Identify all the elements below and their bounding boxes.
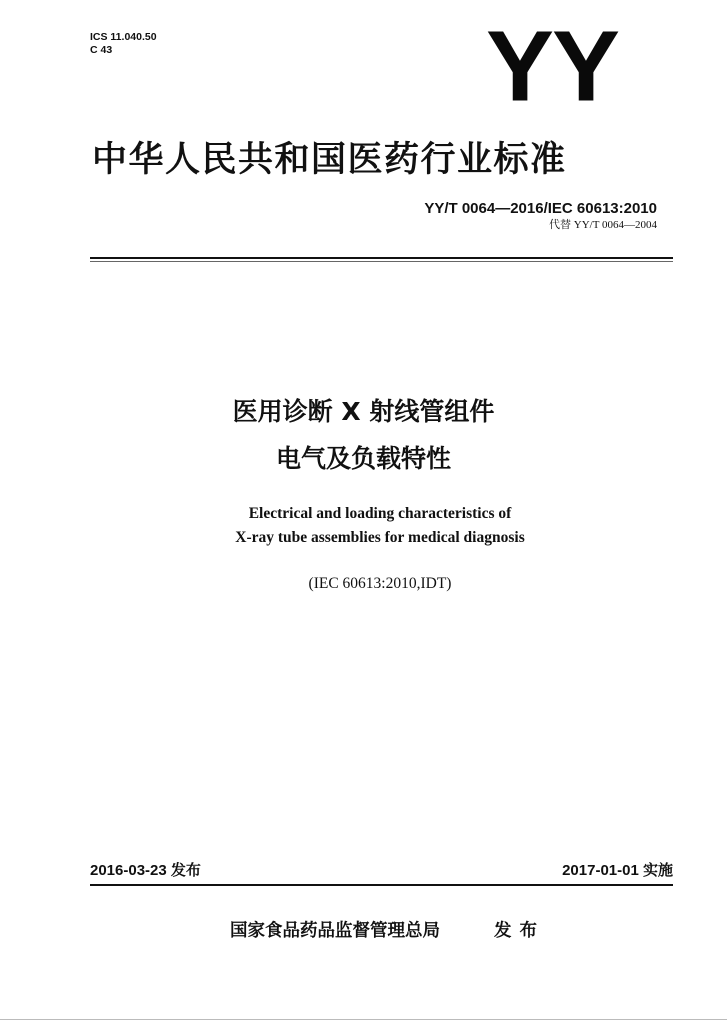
iec-equivalence: (IEC 60613:2010,IDT) [308, 575, 452, 592]
implementation-date: 2017-01-01 实施 [562, 862, 673, 879]
bottom-divider [90, 884, 673, 886]
top-divider [90, 257, 673, 259]
issuing-body: 国家食品药品监督管理总局 [230, 921, 440, 941]
issuing-verb: 发布 [494, 921, 545, 941]
cn-title-line2: 电气及负载特性 [275, 444, 451, 473]
top-divider-thin [90, 261, 673, 262]
page-bottom-edge [0, 1019, 727, 1020]
agency-title: 中华人民共和国医药行业标准 [92, 140, 567, 180]
classification-codes [90, 31, 157, 57]
yy-logo: YY [486, 10, 619, 122]
en-title-line2: X-ray tube assemblies for medical diagnosis [235, 529, 525, 546]
en-title-line1: Electrical and loading characteristics of [248, 505, 512, 522]
replaces-note: 代替 YY/T 0064—2004 [549, 219, 657, 231]
standard-number: YY/T 0064—2016/IEC 60613:2010 [424, 200, 657, 217]
ccs-code: C 43 [90, 44, 113, 56]
cn-title-line1: 医用诊断 X 射线管组件 [232, 397, 495, 426]
ics-code: ICS 11.040.50 [90, 31, 157, 43]
issue-date: 2016-03-23 发布 [90, 862, 201, 879]
